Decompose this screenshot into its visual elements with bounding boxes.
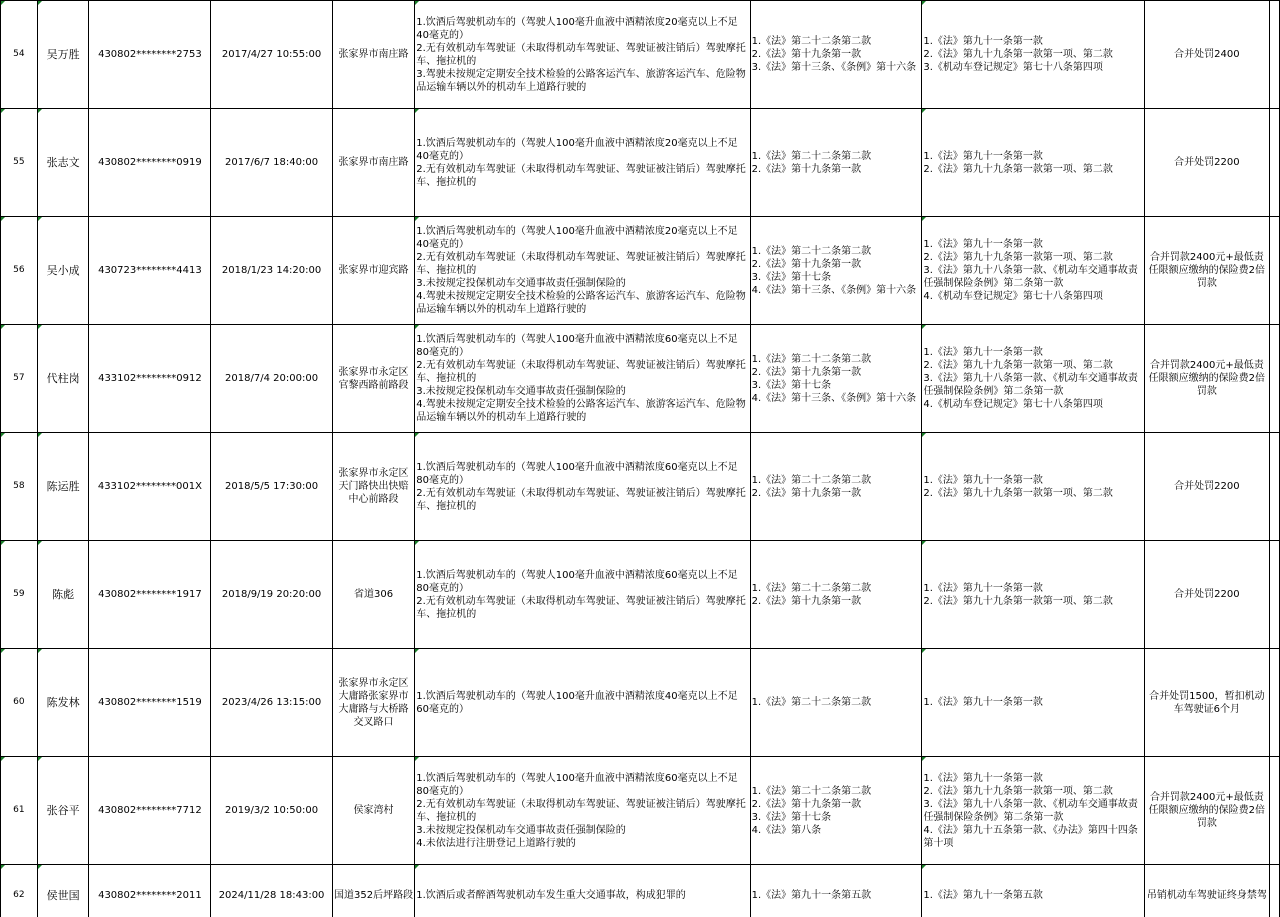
cell-comment-marker bbox=[1, 649, 5, 653]
cell-text: 60 bbox=[13, 697, 25, 707]
row-number-cell[interactable] bbox=[1, 325, 38, 433]
cell-line: 2.无有效机动车驾驶证（未取得机动车驾驶证、驾驶证被注销后）驾驶摩托车、拖拉机的 bbox=[416, 798, 746, 823]
empty-cell[interactable] bbox=[1269, 541, 1279, 649]
cell-text: 张志文 bbox=[46, 156, 80, 169]
cell-line: 1.《法》第九十一条第一款 bbox=[923, 36, 1043, 47]
cell-text: 2018/5/5 17:30:00 bbox=[225, 481, 319, 492]
cell-text: 陈运胜 bbox=[46, 480, 80, 493]
cell-line: 1.《法》第二十二条第二款 bbox=[751, 474, 872, 486]
cell-comment-marker bbox=[1, 757, 5, 761]
cell-line: 2.《法》第十九条第一款 bbox=[751, 487, 862, 499]
cell-line: 2.《法》第十九条第一款 bbox=[751, 798, 862, 810]
cell-text: 吴小成 bbox=[46, 264, 80, 277]
cell-text: 430723********4413 bbox=[98, 265, 202, 276]
cell-comment-marker bbox=[922, 109, 926, 113]
cell-line: 4.《法》第十三条、《条例》第十六条 bbox=[751, 284, 917, 296]
cell-text: 吊销机动车驾驶证终身禁驾 bbox=[1146, 889, 1267, 901]
cell-line: 2.无有效机动车驾驶证（未取得机动车驾驶证、驾驶证被注销后）驾驶摩托车、拖拉机的 bbox=[416, 42, 746, 67]
cell-line: 2.《法》第九十九条第一款第一项、第二款 bbox=[923, 49, 1113, 60]
cell-line: 3.驾驶未按规定定期安全技术检验的公路客运汽车、旅游客运汽车、危险物品运输车辆以外的机动车上道路行驶的 bbox=[416, 68, 746, 93]
cell-comment-marker bbox=[415, 433, 419, 437]
cell-text: 2018/9/19 20:20:00 bbox=[221, 589, 322, 600]
cell-comment-marker bbox=[415, 325, 419, 329]
violated-law-cell[interactable] bbox=[750, 865, 922, 917]
cell-line: 1.《法》第二十二条第二款 bbox=[751, 785, 872, 797]
penalty-basis-cell[interactable] bbox=[922, 865, 1144, 917]
cell-line: 2.无有效机动车驾驶证（未取得机动车驾驶证、驾驶证被注销后）驾驶摩托车、拖拉机的 bbox=[416, 252, 746, 276]
row-number-cell[interactable] bbox=[1, 649, 38, 757]
violation-time-cell[interactable] bbox=[211, 757, 332, 865]
violation-behavior-cell[interactable] bbox=[415, 109, 750, 217]
id-number-cell[interactable] bbox=[89, 757, 211, 865]
cell-text: 张家界市永定区大庸路张家界市大庸路与大桥路交叉路口 bbox=[338, 677, 409, 728]
cell-comment-marker bbox=[415, 1, 419, 5]
table-row bbox=[1, 541, 1280, 649]
cell-line: 1.《法》第九十一条第一款 bbox=[923, 582, 1043, 594]
violation-behavior-cell[interactable] bbox=[415, 433, 750, 541]
cell-line: 1.《法》第二十二条第二款 bbox=[751, 697, 872, 708]
name-cell[interactable] bbox=[37, 865, 89, 917]
cell-comment-marker bbox=[38, 865, 42, 869]
cell-line: 1.饮酒后驾驶机动车的（驾驶人100毫升血液中酒精浓度60毫克以上不足80毫克的） bbox=[416, 461, 738, 486]
cell-line: 4.《法》第九十五条第一款、《办法》第四十四条第十项 bbox=[923, 824, 1138, 849]
id-number-cell[interactable] bbox=[89, 109, 211, 217]
id-number-cell[interactable] bbox=[89, 325, 211, 433]
cell-line: 2.无有效机动车驾驶证（未取得机动车驾驶证、驾驶证被注销后）驾驶摩托车、拖拉机的 bbox=[416, 595, 746, 620]
cell-text: 合并罚款2400元+最低责任限额应缴纳的保险费2倍罚款 bbox=[1148, 360, 1266, 397]
violation-time-cell[interactable] bbox=[211, 433, 332, 541]
cell-comment-marker bbox=[922, 217, 926, 221]
cell-comment-marker bbox=[922, 325, 926, 329]
name-cell[interactable] bbox=[37, 541, 89, 649]
cell-text: 吴万胜 bbox=[46, 48, 80, 61]
row-number-cell[interactable] bbox=[1, 109, 38, 217]
cell-line: 1.饮酒后驾驶机动车的（驾驶人100毫升血液中酒精浓度60毫克以上不足80毫克的） bbox=[416, 334, 738, 358]
violation-behavior-cell[interactable] bbox=[415, 217, 750, 325]
cell-line: 1.《法》第二十二条第二款 bbox=[751, 36, 872, 47]
table-row bbox=[1, 325, 1280, 433]
cell-text: 张家界市南庄路 bbox=[338, 157, 409, 168]
cell-line: 1.饮酒后或者醉酒驾驶机动车发生重大交通事故，构成犯罪的 bbox=[416, 889, 686, 901]
penalty-basis-cell[interactable] bbox=[922, 109, 1144, 217]
table-row bbox=[1, 1, 1280, 109]
violation-behavior-cell[interactable] bbox=[415, 649, 750, 757]
violation-time-cell[interactable] bbox=[211, 109, 332, 217]
cell-line: 2.《法》第九十九条第一款第一项、第二款 bbox=[923, 487, 1113, 499]
cell-line: 4.驾驶未按规定定期安全技术检验的公路客运汽车、旅游客运汽车、危险物品运输车辆以外的机动车上道路行驶的 bbox=[416, 399, 746, 423]
cell-line: 2.《法》第十九条第一款 bbox=[751, 366, 862, 378]
cell-line: 3.未按规定投保机动车交通事故责任强制保险的 bbox=[416, 386, 626, 397]
violated-law-cell[interactable] bbox=[750, 541, 922, 649]
cell-text: 430802********7712 bbox=[98, 805, 202, 816]
empty-cell[interactable] bbox=[1269, 217, 1279, 325]
empty-cell[interactable] bbox=[1269, 757, 1279, 865]
penalty-result-cell[interactable] bbox=[1144, 109, 1269, 217]
name-cell[interactable] bbox=[37, 433, 89, 541]
cell-comment-marker bbox=[922, 541, 926, 545]
violation-place-cell[interactable] bbox=[332, 1, 414, 109]
cell-text: 省道306 bbox=[353, 589, 394, 600]
id-number-cell[interactable] bbox=[89, 865, 211, 917]
violation-place-cell[interactable] bbox=[332, 109, 414, 217]
violation-place-cell[interactable] bbox=[332, 649, 414, 757]
cell-text: 张谷平 bbox=[46, 804, 80, 817]
violation-behavior-cell[interactable] bbox=[415, 757, 750, 865]
cell-comment-marker bbox=[922, 649, 926, 653]
penalty-result-cell[interactable] bbox=[1144, 217, 1269, 325]
penalty-basis-cell[interactable] bbox=[922, 433, 1144, 541]
cell-comment-marker bbox=[415, 217, 419, 221]
violation-time-cell[interactable] bbox=[211, 865, 332, 917]
cell-text: 合并处罚2200 bbox=[1174, 157, 1240, 168]
row-number-cell[interactable] bbox=[1, 217, 38, 325]
cell-comment-marker bbox=[415, 649, 419, 653]
penalty-result-cell[interactable] bbox=[1144, 325, 1269, 433]
cell-text: 55 bbox=[13, 157, 25, 167]
cell-comment-marker bbox=[38, 433, 42, 437]
cell-comment-marker bbox=[1, 217, 5, 221]
violated-law-cell[interactable] bbox=[750, 1, 922, 109]
cell-line: 1.饮酒后驾驶机动车的（驾驶人100毫升血液中酒精浓度20毫克以上不足40毫克的） bbox=[416, 137, 738, 162]
violation-time-cell[interactable] bbox=[211, 541, 332, 649]
violation-place-cell[interactable] bbox=[332, 433, 414, 541]
empty-cell[interactable] bbox=[1269, 1, 1279, 109]
violated-law-cell[interactable] bbox=[750, 217, 922, 325]
penalty-result-cell[interactable] bbox=[1144, 433, 1269, 541]
penalty-result-cell[interactable] bbox=[1144, 757, 1269, 865]
cell-text: 433102********001X bbox=[97, 481, 202, 492]
cell-line: 1.《法》第九十一条第一款 bbox=[923, 150, 1043, 162]
cell-line: 2.无有效机动车驾驶证（未取得机动车驾驶证、驾驶证被注销后）驾驶摩托车、拖拉机的 bbox=[416, 163, 746, 188]
name-cell[interactable] bbox=[37, 1, 89, 109]
penalty-basis-cell[interactable] bbox=[922, 325, 1144, 433]
empty-cell[interactable] bbox=[1269, 865, 1279, 917]
cell-comment-marker bbox=[415, 541, 419, 545]
cell-text: 2024/11/28 18:43:00 bbox=[218, 889, 325, 901]
violated-law-cell[interactable] bbox=[750, 109, 922, 217]
table-row bbox=[1, 865, 1280, 917]
cell-comment-marker bbox=[38, 649, 42, 653]
violated-law-cell[interactable] bbox=[750, 325, 922, 433]
violation-behavior-cell[interactable] bbox=[415, 541, 750, 649]
empty-cell[interactable] bbox=[1269, 325, 1279, 433]
cell-line: 1.《法》第九十一条第一款 bbox=[923, 347, 1043, 358]
cell-line: 1.饮酒后驾驶机动车的（驾驶人100毫升血液中酒精浓度20毫克以上不足40毫克的） bbox=[416, 226, 738, 250]
cell-text: 2017/4/27 10:55:00 bbox=[221, 49, 322, 60]
name-cell[interactable] bbox=[37, 757, 89, 865]
cell-line: 1.饮酒后驾驶机动车的（驾驶人100毫升血液中酒精浓度60毫克以上不足80毫克的） bbox=[416, 772, 738, 797]
cell-line: 2.《法》第十九条第一款 bbox=[751, 49, 862, 60]
cell-line: 2.《法》第九十九条第一款第一项、第二款 bbox=[923, 595, 1113, 607]
table-row bbox=[1, 217, 1280, 325]
cell-text: 62 bbox=[13, 889, 25, 900]
empty-cell[interactable] bbox=[1269, 649, 1279, 757]
violation-behavior-cell[interactable] bbox=[415, 1, 750, 109]
cell-text: 430802********2753 bbox=[98, 49, 202, 60]
empty-cell[interactable] bbox=[1269, 433, 1279, 541]
cell-line: 2.《法》第十九条第一款 bbox=[751, 258, 862, 270]
cell-line: 3.《法》第十七条 bbox=[751, 811, 832, 823]
cell-text: 代柱岗 bbox=[46, 372, 80, 385]
cell-text: 433102********0912 bbox=[98, 373, 202, 384]
cell-comment-marker bbox=[1, 433, 5, 437]
cell-comment-marker bbox=[38, 757, 42, 761]
cell-line: 1.《法》第九十一条第五款 bbox=[923, 889, 1043, 901]
cell-line: 1.《法》第九十一条第一款 bbox=[923, 772, 1043, 784]
cell-text: 合并罚款2400元+最低责任限额应缴纳的保险费2倍罚款 bbox=[1148, 792, 1266, 829]
cell-comment-marker bbox=[1, 109, 5, 113]
cell-text: 57 bbox=[13, 373, 25, 383]
cell-text: 侯家湾村 bbox=[353, 805, 394, 816]
cell-text: 2019/3/2 10:50:00 bbox=[225, 805, 319, 816]
cell-comment-marker bbox=[415, 109, 419, 113]
cell-comment-marker bbox=[922, 1, 926, 5]
cell-line: 1.饮酒后驾驶机动车的（驾驶人100毫升血液中酒精浓度40毫克以上不足60毫克的） bbox=[416, 690, 738, 715]
cell-text: 430802********1519 bbox=[98, 697, 202, 708]
cell-comment-marker bbox=[38, 325, 42, 329]
cell-line: 1.《法》第二十二条第二款 bbox=[751, 245, 872, 257]
cell-comment-marker bbox=[415, 865, 419, 869]
cell-line: 1.饮酒后驾驶机动车的（驾驶人100毫升血液中酒精浓度20毫克以上不足40毫克的） bbox=[416, 16, 738, 41]
cell-text: 合并处罚1500，暂扣机动车驾驶证6个月 bbox=[1149, 690, 1265, 715]
cell-line: 2.《法》第九十九条第一款第一项、第二款 bbox=[923, 360, 1113, 371]
violation-time-cell[interactable] bbox=[211, 649, 332, 757]
cell-line: 2.《法》第十九条第一款 bbox=[751, 595, 862, 607]
cell-line: 4.未依法进行注册登记上道路行驶的 bbox=[416, 837, 576, 849]
cell-comment-marker bbox=[38, 1, 42, 5]
violation-time-cell[interactable] bbox=[211, 1, 332, 109]
cell-line: 1.《法》第二十二条第二款 bbox=[751, 150, 872, 162]
cell-line: 3.《法》第九十八条第一款、《机动车交通事故责任强制保险条例》第二条第一款 bbox=[923, 373, 1138, 397]
violated-law-cell[interactable] bbox=[750, 649, 922, 757]
violation-place-cell[interactable] bbox=[332, 541, 414, 649]
row-number-cell[interactable] bbox=[1, 433, 38, 541]
violation-behavior-cell[interactable] bbox=[415, 865, 750, 917]
cell-text: 侯世国 bbox=[46, 888, 80, 902]
cell-line: 1.《法》第二十二条第二款 bbox=[751, 582, 872, 594]
cell-comment-marker bbox=[415, 757, 419, 761]
cell-text: 合并处罚2200 bbox=[1174, 481, 1240, 492]
cell-line: 3.《机动车登记规定》第七十八条第四项 bbox=[923, 62, 1103, 73]
cell-text: 430802********1917 bbox=[98, 589, 202, 600]
id-number-cell[interactable] bbox=[89, 1, 211, 109]
violation-behavior-cell[interactable] bbox=[415, 325, 750, 433]
cell-line: 4.驾驶未按规定定期安全技术检验的公路客运汽车、旅游客运汽车、危险物品运输车辆以外的机动车上道路行驶的 bbox=[416, 291, 746, 315]
cell-line: 1.《法》第九十一条第一款 bbox=[923, 239, 1043, 250]
cell-text: 59 bbox=[13, 589, 25, 599]
penalty-result-cell[interactable] bbox=[1144, 865, 1269, 917]
penalty-result-cell[interactable] bbox=[1144, 1, 1269, 109]
cell-line: 1.饮酒后驾驶机动车的（驾驶人100毫升血液中酒精浓度60毫克以上不足80毫克的） bbox=[416, 569, 738, 594]
cell-line: 2.无有效机动车驾驶证（未取得机动车驾驶证、驾驶证被注销后）驾驶摩托车、拖拉机的 bbox=[416, 360, 746, 384]
cell-text: 56 bbox=[13, 265, 25, 275]
id-number-cell[interactable] bbox=[89, 649, 211, 757]
name-cell[interactable] bbox=[37, 109, 89, 217]
cell-line: 1.《法》第九十一条第一款 bbox=[923, 697, 1043, 708]
cell-text: 国道352后坪路段 bbox=[333, 889, 414, 901]
cell-line: 3.《法》第九十八条第一款、《机动车交通事故责任强制保险条例》第二条第一款 bbox=[923, 265, 1138, 289]
cell-text: 61 bbox=[13, 805, 25, 815]
violated-law-cell[interactable] bbox=[750, 433, 922, 541]
cell-line: 4.《机动车登记规定》第七十八条第四项 bbox=[923, 399, 1103, 410]
penalty-basis-cell[interactable] bbox=[922, 1, 1144, 109]
name-cell[interactable] bbox=[37, 325, 89, 433]
cell-comment-marker bbox=[922, 757, 926, 761]
cell-text: 张家界市永定区官黎西路前路段 bbox=[338, 366, 409, 391]
cell-text: 张家界市迎宾路 bbox=[338, 265, 409, 276]
cell-text: 2017/6/7 18:40:00 bbox=[225, 157, 319, 168]
cell-line: 2.无有效机动车驾驶证（未取得机动车驾驶证、驾驶证被注销后）驾驶摩托车、拖拉机的 bbox=[416, 487, 746, 512]
cell-line: 2.《法》第九十九条第一款第一项、第二款 bbox=[923, 163, 1113, 175]
cell-comment-marker bbox=[1, 865, 5, 869]
penalty-basis-cell[interactable] bbox=[922, 217, 1144, 325]
cell-text: 合并处罚2400 bbox=[1174, 49, 1240, 60]
row-number-cell[interactable] bbox=[1, 757, 38, 865]
table-row bbox=[1, 649, 1280, 757]
cell-line: 4.《法》第八条 bbox=[751, 824, 822, 836]
row-number-cell[interactable] bbox=[1, 865, 38, 917]
penalty-basis-cell[interactable] bbox=[922, 541, 1144, 649]
cell-text: 430802********0919 bbox=[98, 157, 202, 168]
cell-line: 1.《法》第二十二条第二款 bbox=[751, 353, 872, 365]
cell-line: 2.《法》第九十九条第一款第一项、第二款 bbox=[923, 252, 1113, 263]
cell-line: 3.未按规定投保机动车交通事故责任强制保险的 bbox=[416, 278, 626, 289]
violation-place-cell[interactable] bbox=[332, 325, 414, 433]
cell-comment-marker bbox=[38, 217, 42, 221]
cell-text: 2018/1/23 14:20:00 bbox=[221, 265, 322, 276]
cell-text: 54 bbox=[13, 49, 25, 59]
violated-law-cell[interactable] bbox=[750, 757, 922, 865]
name-cell[interactable] bbox=[37, 649, 89, 757]
violation-place-cell[interactable] bbox=[332, 757, 414, 865]
id-number-cell[interactable] bbox=[89, 433, 211, 541]
cell-line: 4.《法》第十三条、《条例》第十六条 bbox=[751, 392, 917, 404]
empty-cell[interactable] bbox=[1269, 109, 1279, 217]
cell-line: 3.《法》第九十八条第一款、《机动车交通事故责任强制保险条例》第二条第一款 bbox=[923, 798, 1138, 823]
cell-line: 3.未按规定投保机动车交通事故责任强制保险的 bbox=[416, 824, 626, 836]
cell-line: 3.《法》第十三条、《条例》第十六条 bbox=[751, 62, 917, 73]
cell-text: 合并处罚2200 bbox=[1174, 589, 1240, 600]
cell-line: 2.《法》第九十九条第一款第一项、第二款 bbox=[923, 785, 1113, 797]
row-number-cell[interactable] bbox=[1, 541, 38, 649]
cell-text: 张家界市南庄路 bbox=[338, 49, 409, 60]
cell-line: 1.《法》第九十一条第五款 bbox=[751, 889, 872, 901]
violation-time-cell[interactable] bbox=[211, 325, 332, 433]
cell-line: 3.《法》第十七条 bbox=[751, 379, 832, 391]
table-row bbox=[1, 757, 1280, 865]
penalty-basis-cell[interactable] bbox=[922, 649, 1144, 757]
cell-text: 2018/7/4 20:00:00 bbox=[225, 373, 319, 384]
cell-line: 4.《机动车登记规定》第七十八条第四项 bbox=[923, 291, 1103, 302]
cell-line: 1.《法》第九十一条第一款 bbox=[923, 474, 1043, 486]
cell-line: 2.《法》第十九条第一款 bbox=[751, 163, 862, 175]
penalty-result-cell[interactable] bbox=[1144, 649, 1269, 757]
violation-time-cell[interactable] bbox=[211, 217, 332, 325]
id-number-cell[interactable] bbox=[89, 217, 211, 325]
violation-place-cell[interactable] bbox=[332, 865, 414, 917]
row-number-cell[interactable] bbox=[1, 1, 38, 109]
cell-text: 58 bbox=[13, 481, 25, 491]
cell-comment-marker bbox=[38, 109, 42, 113]
cell-text: 张家界市永定区天门路快出快赔中心前路段 bbox=[338, 468, 409, 505]
cell-comment-marker bbox=[1, 1, 5, 5]
table-row bbox=[1, 109, 1280, 217]
cell-text: 陈彪 bbox=[52, 588, 75, 601]
cell-text: 合并罚款2400元+最低责任限额应缴纳的保险费2倍罚款 bbox=[1148, 252, 1266, 289]
cell-comment-marker bbox=[922, 865, 926, 869]
cell-text: 陈发林 bbox=[46, 696, 80, 709]
cell-text: 430802********2011 bbox=[98, 889, 202, 901]
penalty-basis-cell[interactable] bbox=[922, 757, 1144, 865]
cell-comment-marker bbox=[38, 541, 42, 545]
cell-comment-marker bbox=[922, 433, 926, 437]
cell-comment-marker bbox=[1, 325, 5, 329]
cell-text: 2023/4/26 13:15:00 bbox=[221, 697, 322, 708]
table-row bbox=[1, 433, 1280, 541]
cell-comment-marker bbox=[1, 541, 5, 545]
id-number-cell[interactable] bbox=[89, 541, 211, 649]
penalty-result-cell[interactable] bbox=[1144, 541, 1269, 649]
name-cell[interactable] bbox=[37, 217, 89, 325]
cell-line: 3.《法》第十七条 bbox=[751, 271, 832, 283]
violation-place-cell[interactable] bbox=[332, 217, 414, 325]
